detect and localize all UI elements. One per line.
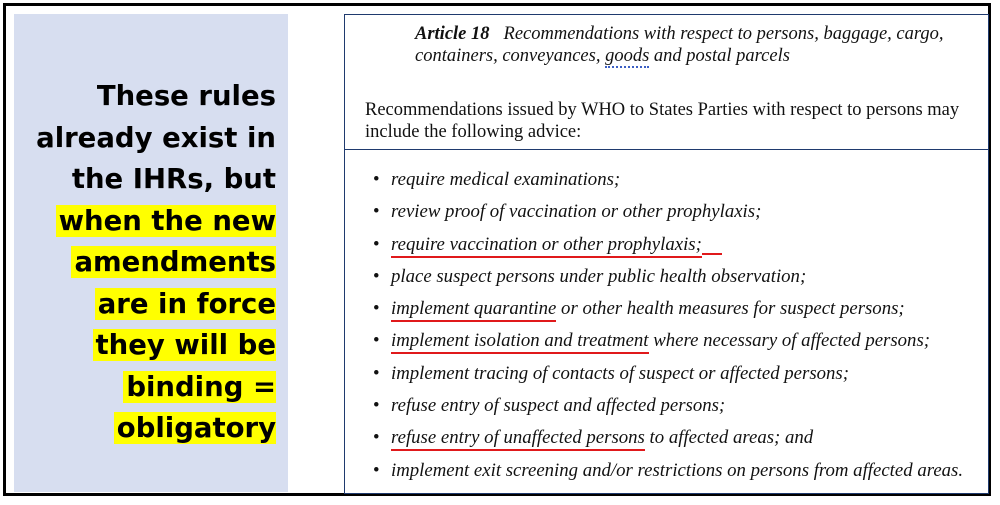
highlighted-line: are in force	[95, 288, 276, 320]
highlighted-line: they will be	[93, 329, 276, 361]
document-excerpt	[344, 14, 989, 494]
underlined-text: require vaccination or other prophylaxis;	[391, 234, 702, 258]
item-text: or other health measures for suspect persons;	[556, 298, 905, 320]
bullet-icon: •	[373, 427, 380, 449]
item-text: review proof of vaccination or other prophylaxis;	[391, 201, 762, 223]
item-text: implement exit screening and/or restrictions on persons from affected areas.	[391, 459, 964, 481]
bullet-icon: •	[373, 169, 380, 190]
section-divider	[345, 149, 988, 150]
list-item	[373, 262, 983, 294]
list-item	[373, 391, 983, 423]
article-heading	[415, 23, 975, 67]
article-title-part: containers, conveyances,	[415, 46, 606, 66]
underlined-text: implement isolation and treatment	[391, 330, 649, 354]
bullet-icon: •	[373, 233, 380, 255]
commentary-line: These rules	[96, 80, 276, 112]
list-item	[373, 326, 983, 358]
bullet-icon: •	[373, 201, 380, 223]
list-item	[373, 456, 983, 488]
list-item	[373, 165, 983, 197]
underline-extension	[702, 253, 722, 255]
highlighted-line: obligatory	[114, 412, 276, 444]
highlighted-line: when the new	[56, 205, 276, 237]
article-title-line1: Recommendations with respect to persons, baggage, cargo,	[503, 24, 944, 44]
commentary-panel	[14, 14, 288, 492]
item-text: require medical examinations;	[391, 169, 621, 190]
item-text: implement tracing of contacts of suspect or affected persons;	[391, 362, 849, 384]
bullet-icon: •	[373, 362, 380, 384]
article-title-goods: goods	[605, 46, 650, 66]
bullet-icon: •	[373, 298, 380, 320]
item-text: where necessary of affected persons;	[648, 330, 931, 352]
bullet-icon: •	[373, 265, 380, 287]
item-text: place suspect persons under public health observation;	[391, 265, 807, 287]
list-item	[373, 197, 983, 229]
recommendation-list	[373, 165, 983, 488]
article-title-part: and postal parcels	[649, 46, 790, 66]
bullet-icon: •	[373, 330, 380, 352]
commentary-text	[14, 76, 276, 450]
list-item	[373, 230, 983, 262]
item-text: to affected areas; and	[644, 427, 814, 449]
list-item	[373, 294, 983, 326]
highlighted-line: amendments	[71, 246, 276, 278]
commentary-line: the IHRs, but	[71, 163, 276, 195]
underlined-text: refuse entry of unaffected persons	[391, 427, 645, 451]
commentary-line: already exist in	[36, 121, 276, 154]
list-item	[373, 423, 983, 455]
underlined-text: implement quarantine	[391, 298, 556, 322]
bullet-icon: •	[373, 395, 380, 417]
item-text: refuse entry of suspect and affected persons;	[391, 395, 726, 417]
intro-paragraph: Recommendations issued by WHO to States Parties with respect to persons may include the following advice:	[365, 100, 960, 142]
highlighted-line: binding =	[123, 371, 276, 403]
article-number: Article 18	[415, 24, 490, 44]
bullet-icon: •	[373, 459, 380, 481]
list-item	[373, 359, 983, 391]
